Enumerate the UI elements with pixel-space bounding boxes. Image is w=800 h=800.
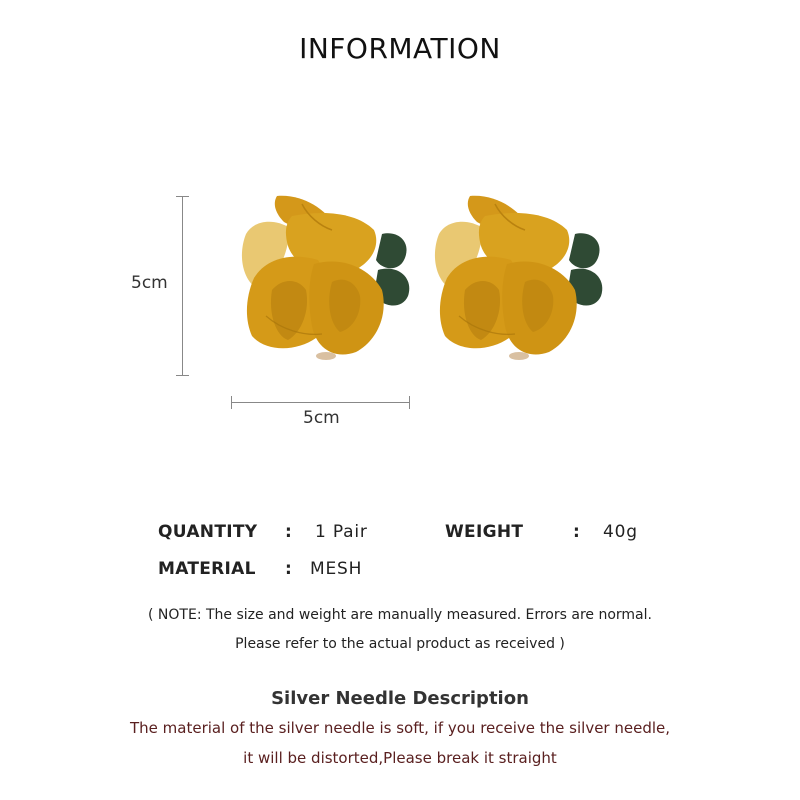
flower-earring-left (232, 186, 432, 376)
width-dimension-tick-left (231, 396, 232, 409)
note-line-1: ( NOTE: The size and weight are manually measured. Errors are normal. (148, 607, 652, 623)
width-dimension-line (231, 402, 410, 403)
note-line-2: Please refer to the actual product as received ) (235, 636, 565, 652)
weight-colon: : (573, 522, 580, 542)
height-dimension-label: 5cm (131, 273, 168, 293)
flower-earring-right (425, 186, 625, 376)
height-dimension-tick-bottom (176, 375, 189, 376)
material-colon: : (285, 559, 292, 579)
quantity-value: 1 Pair (315, 522, 368, 542)
page-title: INFORMATION (299, 32, 501, 65)
material-label: MATERIAL (158, 559, 256, 579)
silver-needle-title: Silver Needle Description (271, 688, 529, 709)
material-value: MESH (310, 559, 363, 579)
height-dimension-line (182, 196, 183, 376)
silver-needle-desc-line-1: The material of the silver needle is soft, if you receive the silver needle, (129, 719, 671, 737)
quantity-colon: : (285, 522, 292, 542)
flower-earring-shape (242, 196, 409, 360)
silver-needle-desc-line-2: it will be distorted,Please break it straight (243, 749, 557, 767)
weight-label: WEIGHT (445, 522, 524, 542)
width-dimension-label: 5cm (303, 408, 340, 428)
quantity-label: QUANTITY (158, 522, 258, 542)
height-dimension-tick-top (176, 196, 189, 197)
weight-value: 40g (603, 522, 638, 542)
width-dimension-tick-right (409, 396, 410, 409)
flower-earring-shape (435, 196, 602, 360)
